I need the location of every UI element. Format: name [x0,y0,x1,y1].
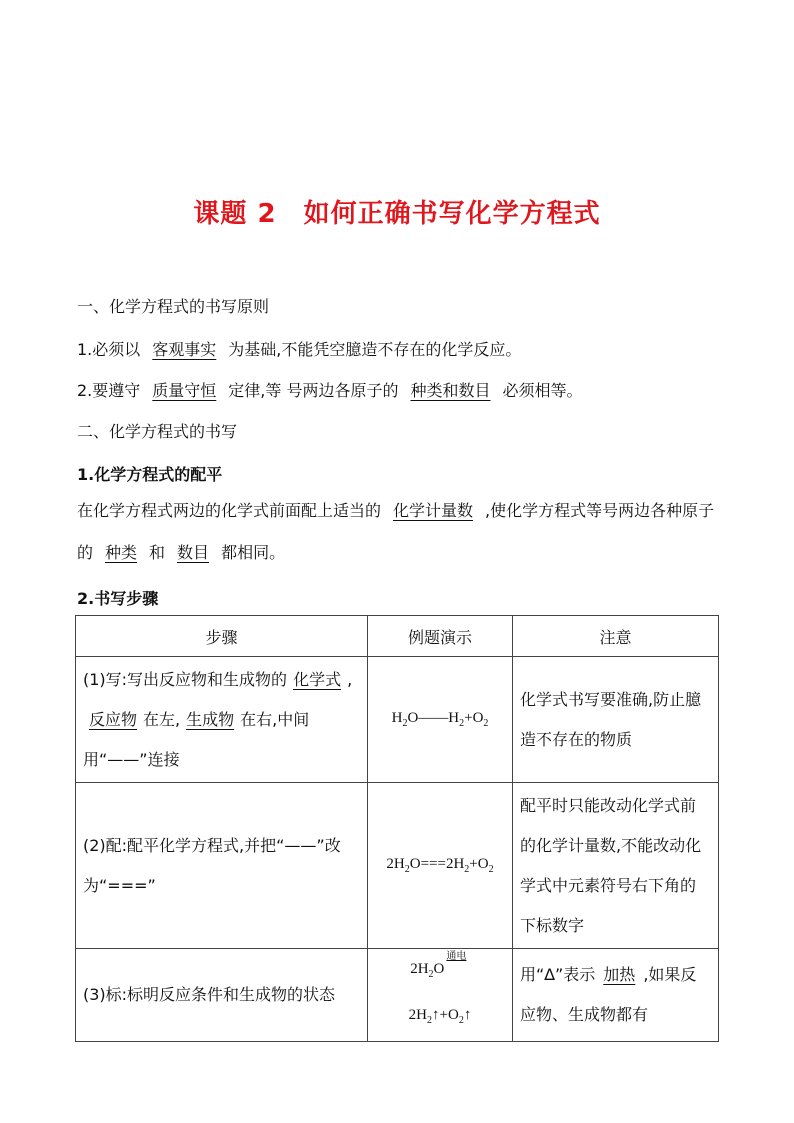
steps-table [75,615,719,1042]
eq-part: 2H [408,1007,428,1023]
eq-part: 2H [386,856,405,872]
table-row [76,783,719,949]
step-2-note: 配平时只能改动化学式前的化学计量数,不能改动化学式中元素符号右下角的下标数字 [513,783,719,949]
step-1-text-end: 在右,中间用“——”连接 [83,709,310,769]
step-3-note-text-end: ,如果反应物、生成物都有 [520,965,697,1024]
step-1-answer-2: 反应物 [89,709,138,729]
eq-subscript: 2 [404,864,410,875]
step-2-cell: (2)配:配平化学方程式,并把“——”改为“===” [76,783,368,949]
eq-subscript: 2 [459,718,465,729]
eq-subscript: 2 [483,718,489,729]
balancing-text-mid-1: ,使化学方程式等号两边各种原子的 [77,501,715,562]
section-heading-principles: 一、化学方程式的书写原则 [77,297,270,316]
eq-subscript: 2 [458,1015,464,1026]
eq-part: O——H [407,710,460,726]
balancing-text: 在化学方程式两边的化学式前面配上适当的 [77,501,382,520]
rule-2-text: 2.要遵守 [77,381,141,400]
eq-part: ↑ [463,1007,472,1023]
balancing-answer-1: 化学计量数 [393,501,474,520]
step-1-answer-1: 化学式 [293,669,342,689]
eq-subscript: 2 [427,1015,433,1026]
eq-part: O===2H [409,856,465,872]
section-heading-writing: 二、化学方程式的书写 [77,422,238,441]
step-1-answer-3: 生成物 [186,709,235,729]
balancing-answer-3: 数目 [177,543,210,562]
subheading-steps: 2.书写步骤 [77,589,159,608]
eq-subscript: 2 [402,718,408,729]
step-3-note-answer: 加热 [603,965,636,984]
eq-part: ↑+O [432,1007,459,1023]
eq-part: H [391,710,403,726]
step-1-equation [368,657,513,783]
step-3-equation [368,949,513,1042]
step-1-note: 化学式书写要准确,防止臆造不存在的物质 [513,657,719,783]
rule-2-answer-2: 种类和数目 [410,381,491,400]
subheading-balancing: 1.化学方程式的配平 [77,465,223,484]
eq-subscript: 2 [428,969,434,980]
table-row [76,949,719,1042]
step-1-cell [76,657,368,783]
eq-subscript: 2 [488,864,494,875]
eq-line-1 [375,949,505,995]
rule-1-text: 1.必须以 [77,340,141,359]
rule-1 [77,337,521,360]
header-example: 例题演示 [368,616,513,657]
step-1-text-mid: 在左, [143,709,181,729]
step-1-text: (1)写:写出反应物和生成物的 [83,669,288,689]
header-step: 步骤 [76,616,368,657]
balancing-paragraph [77,490,719,574]
step-3-cell: (3)标:标明反应条件和生成物的状态 [76,949,368,1042]
reaction-condition [444,949,469,989]
eq-part: O [433,961,445,977]
rule-2-answer-1: 质量守恒 [152,381,217,400]
step-3-note [513,949,719,1042]
eq-part: +O [464,710,484,726]
page-title: 课题 2 如何正确书写化学方程式 [193,199,601,229]
eq-line-2 [375,995,505,1041]
header-note: 注意 [513,616,719,657]
balancing-answer-2: 种类 [105,543,138,562]
balancing-text-mid-2: 和 [149,543,166,562]
rule-2 [77,378,583,401]
rule-2-text-mid: 定律,等 号两边各原子的 [228,381,399,400]
step-2-equation [368,783,513,949]
condition-label: 通电 [446,951,467,962]
rule-1-text-end: 为基础,不能凭空臆造不存在的化学反应。 [228,340,522,359]
rule-2-text-end: 必须相等。 [502,381,583,400]
eq-subscript: 2 [464,864,470,875]
table-row [76,657,719,783]
eq-part: +O [469,856,489,872]
rule-1-answer: 客观事实 [152,340,217,359]
balancing-text-end: 都相同。 [221,543,286,562]
step-3-note-text: 用“∆”表示 [520,965,596,984]
eq-part: 2H [410,961,429,977]
table-header-row [76,616,719,657]
step-1-sep: , [347,669,353,689]
